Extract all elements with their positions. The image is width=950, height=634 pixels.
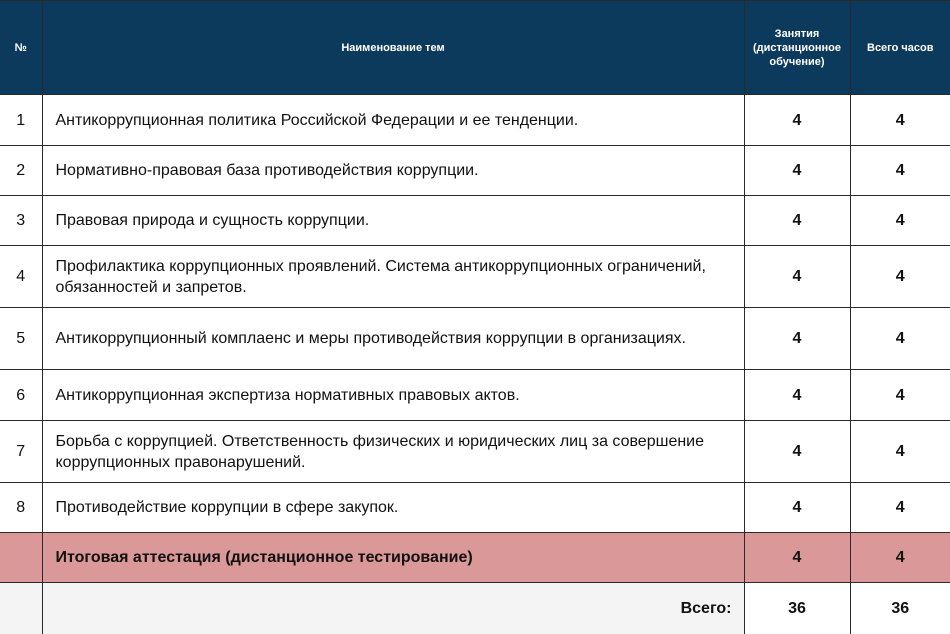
header-number: № — [0, 1, 42, 95]
header-topic: Наименование тем — [42, 1, 744, 95]
row-hours: 4 — [850, 246, 950, 308]
final-number-cell — [0, 533, 42, 583]
row-hours: 4 — [850, 95, 950, 146]
row-classes: 4 — [744, 95, 850, 146]
final-assessment-row — [0, 533, 950, 583]
row-topic: Нормативно-правовая база противодействия коррупции. — [42, 146, 744, 196]
row-number: 1 — [0, 95, 42, 146]
row-classes: 4 — [744, 370, 850, 421]
final-assessment-hours: 4 — [850, 533, 950, 583]
row-classes: 4 — [744, 196, 850, 246]
row-classes: 4 — [744, 483, 850, 533]
table-row — [0, 246, 950, 308]
row-hours: 4 — [850, 370, 950, 421]
row-topic: Антикоррупционная политика Российской Федерации и ее тенденции. — [42, 95, 744, 146]
row-classes: 4 — [744, 246, 850, 308]
row-topic: Борьба с коррупцией. Ответственность физических и юридических лиц за совершение коррупционных правонарушений. — [42, 421, 744, 483]
row-classes: 4 — [744, 308, 850, 370]
row-topic: Противодействие коррупции в сфере закупок. — [42, 483, 744, 533]
row-classes: 4 — [744, 146, 850, 196]
row-number: 8 — [0, 483, 42, 533]
row-number: 5 — [0, 308, 42, 370]
total-empty-cell — [0, 583, 42, 634]
final-assessment-topic: Итоговая аттестация (дистанционное тестирование) — [42, 533, 744, 583]
header-row — [0, 1, 950, 95]
row-number: 3 — [0, 196, 42, 246]
row-topic: Антикоррупционный комплаенс и меры противодействия коррупции в организациях. — [42, 308, 744, 370]
row-number: 7 — [0, 421, 42, 483]
table-row — [0, 146, 950, 196]
table-body — [0, 95, 950, 634]
total-label: Всего: — [42, 583, 744, 634]
total-row — [0, 583, 950, 634]
table-row — [0, 308, 950, 370]
row-number: 4 — [0, 246, 42, 308]
row-classes: 4 — [744, 421, 850, 483]
row-hours: 4 — [850, 421, 950, 483]
header-classes: Занятия (дистанционное обучение) — [744, 1, 850, 95]
row-hours: 4 — [850, 483, 950, 533]
row-hours: 4 — [850, 146, 950, 196]
row-number: 6 — [0, 370, 42, 421]
row-hours: 4 — [850, 308, 950, 370]
row-topic: Правовая природа и сущность коррупции. — [42, 196, 744, 246]
table-row — [0, 370, 950, 421]
total-hours: 36 — [850, 583, 950, 634]
table-row — [0, 95, 950, 146]
total-classes: 36 — [744, 583, 850, 634]
row-topic: Антикоррупционная экспертиза нормативных правовых актов. — [42, 370, 744, 421]
table-row — [0, 421, 950, 483]
row-hours: 4 — [850, 196, 950, 246]
table-row — [0, 196, 950, 246]
header-total-hours: Всего часов — [850, 1, 950, 95]
table-header — [0, 1, 950, 95]
table-row — [0, 483, 950, 533]
row-number: 2 — [0, 146, 42, 196]
row-topic: Профилактика коррупционных проявлений. Система антикоррупционных ограничений, обязанностей и запретов. — [42, 246, 744, 308]
final-assessment-classes: 4 — [744, 533, 850, 583]
